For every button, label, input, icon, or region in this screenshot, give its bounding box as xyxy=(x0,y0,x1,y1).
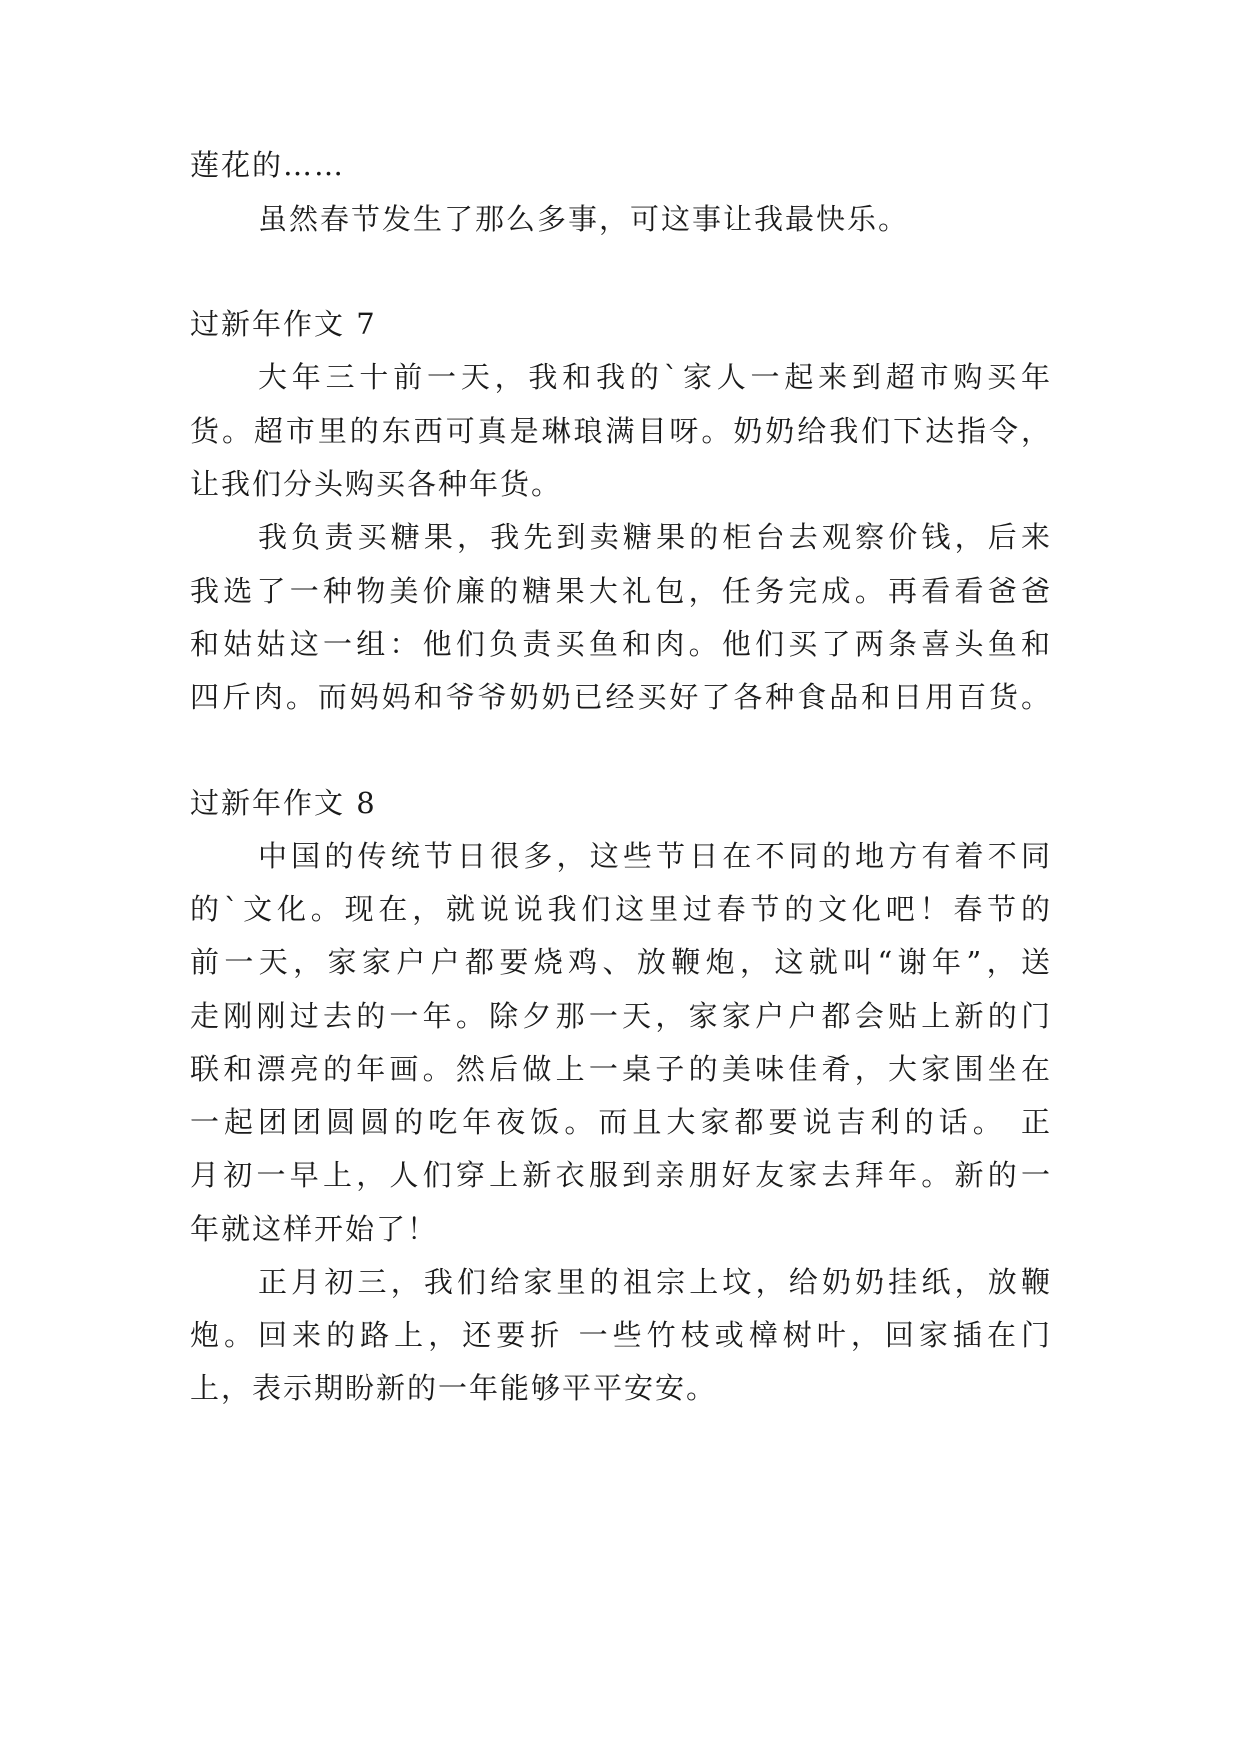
section-title: 过新年作文 7 xyxy=(190,307,377,341)
text-line: 我负责买糖果，我先到卖糖果的柜台去观察价钱，后来 xyxy=(258,520,1052,554)
text-line: 四斤肉。而妈妈和爷爷奶奶已经买好了各种食品和日用百货。 xyxy=(190,680,1052,714)
text-line: 年就这样开始了！ xyxy=(190,1212,439,1246)
text-line: 中国的传统节日很多，这些节日在不同的地方有着不同 xyxy=(258,839,1052,873)
text-line: 上，表示期盼新的一年能够平平安安。 xyxy=(190,1371,718,1405)
text-line: 让我们分头购买各种年货。 xyxy=(190,467,563,501)
text-line: 前一天，家家户户都要烧鸡、放鞭炮，这就叫“谢年”，送 xyxy=(190,945,1052,979)
section-title: 过新年作文 8 xyxy=(190,786,377,820)
text-line: 月初一早上，人们穿上新衣服到亲朋好友家去拜年。新的一 xyxy=(190,1158,1052,1192)
text-line: 炮。回来的路上，还要折 一些竹枝或樟树叶，回家插在门 xyxy=(190,1318,1052,1352)
text-line: 正月初三，我们给家里的祖宗上坟，给奶奶挂纸，放鞭 xyxy=(258,1265,1052,1299)
text-line: 货。超市里的东西可真是琳琅满目呀。奶奶给我们下达指令， xyxy=(190,414,1052,448)
text-line: 我选了一种物美价廉的糖果大礼包，任务完成。再看看爸爸 xyxy=(190,574,1052,608)
text-line: 走刚刚过去的一年。除夕那一天，家家户户都会贴上新的门 xyxy=(190,999,1052,1033)
text-line: 大年三十前一天，我和我的`家人一起来到超市购买年 xyxy=(258,360,1052,394)
text-line: 莲花的…… xyxy=(190,148,346,182)
text-line: 和姑姑这一组：他们负责买鱼和肉。他们买了两条喜头鱼和 xyxy=(190,627,1052,661)
text-line: 联和漂亮的年画。然后做上一桌子的美味佳肴，大家围坐在 xyxy=(190,1052,1052,1086)
text-line: 虽然春节发生了那么多事，可这事让我最快乐。 xyxy=(258,202,910,236)
text-line: 的`文化。现在，就说说我们这里过春节的文化吧！春节的 xyxy=(190,892,1052,926)
text-line: 一起团团圆圆的吃年夜饭。而且大家都要说吉利的话。 正 xyxy=(190,1105,1052,1139)
